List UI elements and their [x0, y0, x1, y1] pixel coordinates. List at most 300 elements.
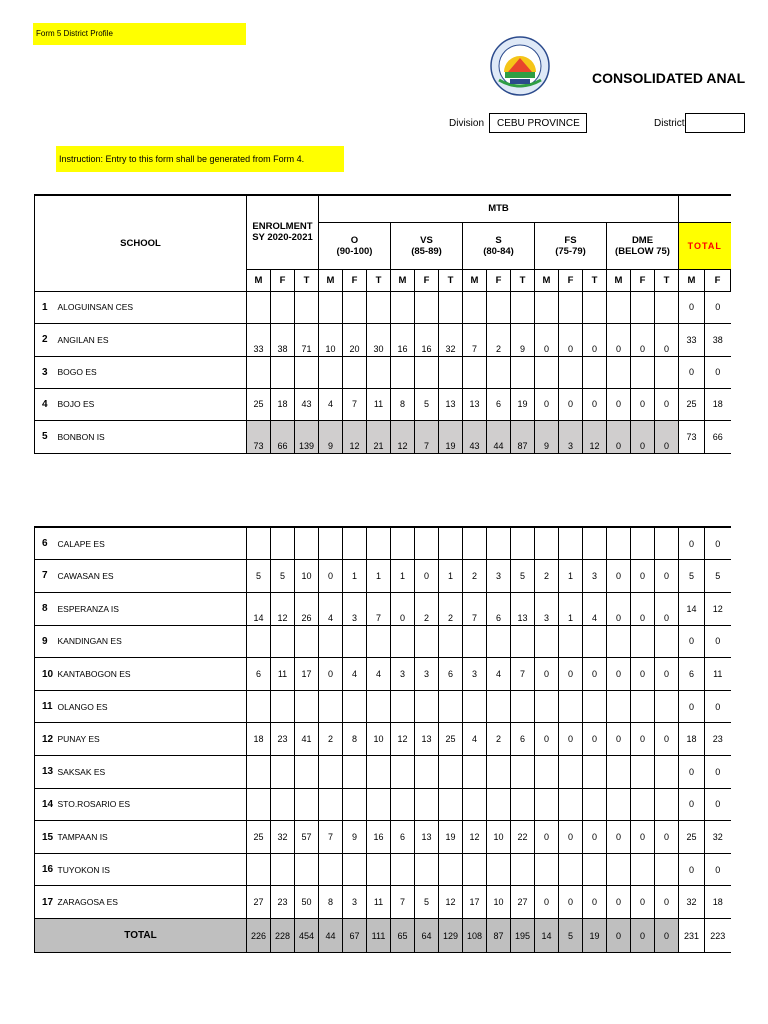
total-cell: 0 [705, 756, 731, 789]
value-cell: 13 [415, 821, 439, 854]
value-cell [319, 527, 343, 560]
value-cell: 2 [463, 560, 487, 593]
value-cell [247, 527, 271, 560]
school-name: KANDINGAN ES [54, 625, 247, 658]
value-cell: 5 [511, 560, 535, 593]
school-name: PUNAY ES [54, 723, 247, 756]
value-cell [583, 356, 607, 388]
total-cell: 32 [679, 886, 705, 919]
sub-header: M [463, 269, 487, 291]
division-field[interactable]: CEBU PROVINCE [489, 113, 587, 133]
total-row-total: 223 [705, 919, 731, 953]
value-cell [319, 356, 343, 388]
value-cell: 3 [583, 560, 607, 593]
total-cell: 0 [705, 356, 731, 388]
value-cell: 41 [295, 723, 319, 756]
value-cell [463, 291, 487, 323]
row-number: 6 [35, 527, 54, 560]
total-cell: 0 [679, 527, 705, 560]
value-cell [511, 853, 535, 886]
value-cell: 4 [487, 658, 511, 691]
value-cell [487, 625, 511, 658]
value-cell [607, 625, 631, 658]
total-cell: 0 [679, 853, 705, 886]
total-cell: 25 [679, 388, 705, 420]
value-cell [631, 853, 655, 886]
value-cell [367, 690, 391, 723]
value-cell [655, 756, 679, 789]
grade-group-header [463, 222, 535, 269]
school-name: KANTABOGON ES [54, 658, 247, 691]
sub-header: M [319, 269, 343, 291]
value-cell [631, 756, 655, 789]
value-cell [295, 788, 319, 821]
value-cell [391, 291, 415, 323]
school-name: TUYOKON IS [54, 853, 247, 886]
row-number: 9 [35, 625, 54, 658]
value-cell: 0 [607, 388, 631, 420]
total-row-value: 129 [439, 919, 463, 953]
school-name: BONBON IS [54, 420, 247, 453]
value-cell [655, 527, 679, 560]
sub-header: F [343, 269, 367, 291]
value-cell: 32 [271, 821, 295, 854]
total-row-value: 87 [487, 919, 511, 953]
instruction-note: Instruction: Entry to this form shall be generated from Form 4. [56, 146, 344, 172]
value-cell [415, 788, 439, 821]
table-row [35, 592, 731, 625]
value-cell: 0 [415, 560, 439, 593]
value-cell [463, 690, 487, 723]
value-cell [463, 527, 487, 560]
value-cell: 7 [319, 821, 343, 854]
value-cell: 7 [391, 886, 415, 919]
value-cell: 0 [535, 886, 559, 919]
total-row-value: 5 [559, 919, 583, 953]
value-cell [559, 853, 583, 886]
value-cell: 3 [535, 592, 559, 625]
value-cell [487, 527, 511, 560]
value-cell [247, 291, 271, 323]
value-cell: 2 [439, 592, 463, 625]
row-number: 13 [35, 756, 54, 789]
table-row [35, 388, 731, 420]
value-cell: 12 [391, 420, 415, 453]
total-cell: 14 [679, 592, 705, 625]
value-cell [343, 625, 367, 658]
value-cell: 19 [439, 821, 463, 854]
value-cell: 30 [367, 323, 391, 356]
total-row-value: 64 [415, 919, 439, 953]
total-row-value: 44 [319, 919, 343, 953]
value-cell: 0 [607, 592, 631, 625]
total-cell: 0 [705, 853, 731, 886]
value-cell: 3 [487, 560, 511, 593]
value-cell [367, 356, 391, 388]
analysis-table-part2 [34, 526, 731, 953]
value-cell: 6 [487, 388, 511, 420]
table-row [35, 756, 731, 789]
total-row-value: 0 [655, 919, 679, 953]
value-cell [295, 291, 319, 323]
total-row-value: 195 [511, 919, 535, 953]
value-cell: 25 [247, 388, 271, 420]
value-cell [271, 756, 295, 789]
value-cell: 0 [583, 323, 607, 356]
value-cell [391, 756, 415, 789]
value-cell: 4 [343, 658, 367, 691]
value-cell: 4 [583, 592, 607, 625]
value-cell: 8 [391, 388, 415, 420]
value-cell: 0 [559, 821, 583, 854]
value-cell: 1 [559, 592, 583, 625]
value-cell [343, 527, 367, 560]
table-row [35, 788, 731, 821]
value-cell: 0 [655, 723, 679, 756]
total-row-value: 67 [343, 919, 367, 953]
form-label: Form 5 District Profile [33, 23, 246, 45]
total-cell: 73 [679, 420, 705, 453]
value-cell: 0 [391, 592, 415, 625]
row-number: 5 [35, 420, 54, 453]
value-cell: 10 [367, 723, 391, 756]
value-cell: 20 [343, 323, 367, 356]
school-name: ALOGUINSAN CES [54, 291, 247, 323]
total-cell: 0 [679, 756, 705, 789]
value-cell: 0 [631, 723, 655, 756]
value-cell [655, 356, 679, 388]
value-cell [535, 356, 559, 388]
value-cell: 0 [607, 323, 631, 356]
value-cell: 43 [463, 420, 487, 453]
value-cell: 0 [583, 658, 607, 691]
value-cell [583, 527, 607, 560]
value-cell [607, 690, 631, 723]
value-cell: 0 [319, 560, 343, 593]
grade-group-name: O [350, 234, 359, 246]
value-cell: 6 [247, 658, 271, 691]
total-header-top [679, 195, 731, 222]
grade-group-header [391, 222, 463, 269]
value-cell: 0 [655, 323, 679, 356]
sub-header: F [415, 269, 439, 291]
analysis-table-part1 [34, 194, 731, 454]
value-cell: 0 [655, 420, 679, 453]
value-cell: 0 [319, 658, 343, 691]
total-cell: 18 [679, 723, 705, 756]
value-cell: 7 [511, 658, 535, 691]
sub-header: M [391, 269, 415, 291]
value-cell [343, 356, 367, 388]
row-number: 8 [35, 592, 54, 625]
value-cell: 4 [367, 658, 391, 691]
value-cell [535, 756, 559, 789]
value-cell: 0 [631, 886, 655, 919]
value-cell [511, 756, 535, 789]
value-cell: 0 [583, 388, 607, 420]
value-cell [607, 291, 631, 323]
value-cell [511, 527, 535, 560]
value-cell [607, 788, 631, 821]
value-cell: 10 [487, 886, 511, 919]
sub-header: T [367, 269, 391, 291]
value-cell: 2 [487, 723, 511, 756]
value-cell [247, 356, 271, 388]
value-cell: 7 [463, 592, 487, 625]
value-cell: 2 [319, 723, 343, 756]
total-cell: 18 [705, 886, 731, 919]
value-cell: 25 [439, 723, 463, 756]
value-cell: 5 [415, 886, 439, 919]
value-cell [439, 625, 463, 658]
table-row [35, 291, 731, 323]
value-cell: 3 [343, 592, 367, 625]
row-number: 2 [35, 323, 54, 356]
sub-header: F [631, 269, 655, 291]
grade-group-name: S [495, 234, 502, 246]
value-cell: 27 [247, 886, 271, 919]
value-cell: 17 [463, 886, 487, 919]
table-row [35, 690, 731, 723]
grade-group-range: (85-89) [411, 245, 442, 257]
value-cell: 13 [463, 388, 487, 420]
value-cell [511, 788, 535, 821]
value-cell [415, 756, 439, 789]
value-cell: 7 [343, 388, 367, 420]
value-cell [247, 756, 271, 789]
value-cell [343, 788, 367, 821]
value-cell [607, 356, 631, 388]
value-cell: 21 [367, 420, 391, 453]
value-cell: 2 [487, 323, 511, 356]
value-cell [535, 527, 559, 560]
value-cell [319, 788, 343, 821]
value-cell [559, 291, 583, 323]
value-cell [295, 356, 319, 388]
value-cell: 27 [511, 886, 535, 919]
value-cell: 6 [511, 723, 535, 756]
school-name: ESPERANZA IS [54, 592, 247, 625]
value-cell: 10 [295, 560, 319, 593]
grade-group-name: VS [420, 234, 433, 246]
table-row [35, 658, 731, 691]
value-cell: 22 [511, 821, 535, 854]
total-row-value: 0 [607, 919, 631, 953]
value-cell: 12 [583, 420, 607, 453]
value-cell: 0 [535, 388, 559, 420]
value-cell [511, 291, 535, 323]
value-cell [247, 788, 271, 821]
total-row-value: 0 [631, 919, 655, 953]
value-cell [247, 853, 271, 886]
value-cell: 0 [583, 821, 607, 854]
value-cell [559, 527, 583, 560]
table-row [35, 723, 731, 756]
total-cell: 0 [705, 788, 731, 821]
value-cell: 3 [559, 420, 583, 453]
value-cell: 0 [655, 821, 679, 854]
value-cell [559, 756, 583, 789]
value-cell [463, 788, 487, 821]
value-cell: 9 [319, 420, 343, 453]
school-name: ANGILAN ES [54, 323, 247, 356]
value-cell [583, 788, 607, 821]
value-cell: 3 [415, 658, 439, 691]
table-row [35, 560, 731, 593]
total-cell: 0 [679, 690, 705, 723]
mtb-header: MTB [319, 195, 679, 222]
value-cell [319, 291, 343, 323]
value-cell: 0 [655, 388, 679, 420]
value-cell [487, 690, 511, 723]
total-cell: 0 [679, 788, 705, 821]
value-cell [367, 853, 391, 886]
value-cell [343, 291, 367, 323]
sub-header: T [511, 269, 535, 291]
total-row-value: 226 [247, 919, 271, 953]
value-cell: 16 [415, 323, 439, 356]
value-cell [415, 291, 439, 323]
value-cell [487, 788, 511, 821]
value-cell [271, 788, 295, 821]
value-cell: 0 [607, 821, 631, 854]
total-cell: 18 [705, 388, 731, 420]
value-cell [367, 625, 391, 658]
sub-header: T [439, 269, 463, 291]
school-name: CAWASAN ES [54, 560, 247, 593]
total-row-value: 14 [535, 919, 559, 953]
value-cell [343, 690, 367, 723]
value-cell [631, 291, 655, 323]
value-cell [391, 788, 415, 821]
value-cell: 17 [295, 658, 319, 691]
value-cell [295, 756, 319, 789]
value-cell: 8 [343, 723, 367, 756]
value-cell [271, 853, 295, 886]
table-row [35, 821, 731, 854]
value-cell [391, 356, 415, 388]
value-cell: 3 [343, 886, 367, 919]
value-cell [607, 756, 631, 789]
value-cell [535, 788, 559, 821]
row-number: 1 [35, 291, 54, 323]
value-cell [535, 853, 559, 886]
total-header: TOTAL [679, 222, 731, 269]
value-cell: 0 [631, 560, 655, 593]
table-row [35, 886, 731, 919]
value-cell: 25 [247, 821, 271, 854]
sub-header: T [295, 269, 319, 291]
total-cell: 0 [679, 291, 705, 323]
value-cell [415, 853, 439, 886]
value-cell: 23 [271, 723, 295, 756]
value-cell: 16 [367, 821, 391, 854]
value-cell [631, 625, 655, 658]
value-cell: 1 [559, 560, 583, 593]
row-number: 4 [35, 388, 54, 420]
school-name: SAKSAK ES [54, 756, 247, 789]
total-cell: 11 [705, 658, 731, 691]
value-cell: 5 [415, 388, 439, 420]
value-cell: 0 [631, 592, 655, 625]
value-cell: 0 [535, 658, 559, 691]
value-cell [247, 625, 271, 658]
value-cell: 0 [631, 420, 655, 453]
value-cell: 18 [271, 388, 295, 420]
value-cell: 0 [607, 560, 631, 593]
value-cell: 7 [463, 323, 487, 356]
total-row-label: TOTAL [35, 919, 247, 953]
sub-header: T [655, 269, 679, 291]
value-cell: 19 [439, 420, 463, 453]
row-number: 15 [35, 821, 54, 854]
table-row [35, 625, 731, 658]
value-cell: 87 [511, 420, 535, 453]
value-cell: 14 [247, 592, 271, 625]
total-row-value: 19 [583, 919, 607, 953]
value-cell: 4 [319, 388, 343, 420]
total-cell: 23 [705, 723, 731, 756]
total-cell: 0 [705, 690, 731, 723]
grade-group-name: FS [564, 234, 577, 246]
row-number: 11 [35, 690, 54, 723]
value-cell [487, 291, 511, 323]
school-name: TAMPAAN IS [54, 821, 247, 854]
total-row-value: 65 [391, 919, 415, 953]
value-cell [271, 690, 295, 723]
value-cell [415, 527, 439, 560]
value-cell: 0 [631, 658, 655, 691]
value-cell [559, 625, 583, 658]
value-cell: 13 [415, 723, 439, 756]
value-cell: 8 [319, 886, 343, 919]
value-cell [583, 690, 607, 723]
sub-header: M [247, 269, 271, 291]
total-sub-header: F [705, 269, 731, 291]
school-name: BOJO ES [54, 388, 247, 420]
value-cell: 0 [607, 723, 631, 756]
value-cell: 12 [271, 592, 295, 625]
value-cell [439, 788, 463, 821]
value-cell [319, 756, 343, 789]
value-cell [319, 853, 343, 886]
value-cell: 43 [295, 388, 319, 420]
value-cell [583, 625, 607, 658]
value-cell: 71 [295, 323, 319, 356]
sub-header: M [535, 269, 559, 291]
value-cell: 1 [439, 560, 463, 593]
value-cell [295, 853, 319, 886]
value-cell [535, 291, 559, 323]
value-cell: 6 [391, 821, 415, 854]
value-cell: 1 [391, 560, 415, 593]
value-cell [271, 527, 295, 560]
value-cell: 0 [535, 821, 559, 854]
sub-header: M [607, 269, 631, 291]
value-cell [439, 356, 463, 388]
value-cell: 7 [415, 420, 439, 453]
value-cell [463, 853, 487, 886]
total-row [35, 919, 731, 953]
value-cell [415, 625, 439, 658]
value-cell: 13 [439, 388, 463, 420]
total-cell: 66 [705, 420, 731, 453]
value-cell: 0 [631, 821, 655, 854]
value-cell [367, 527, 391, 560]
value-cell [295, 527, 319, 560]
value-cell: 23 [271, 886, 295, 919]
value-cell [559, 356, 583, 388]
